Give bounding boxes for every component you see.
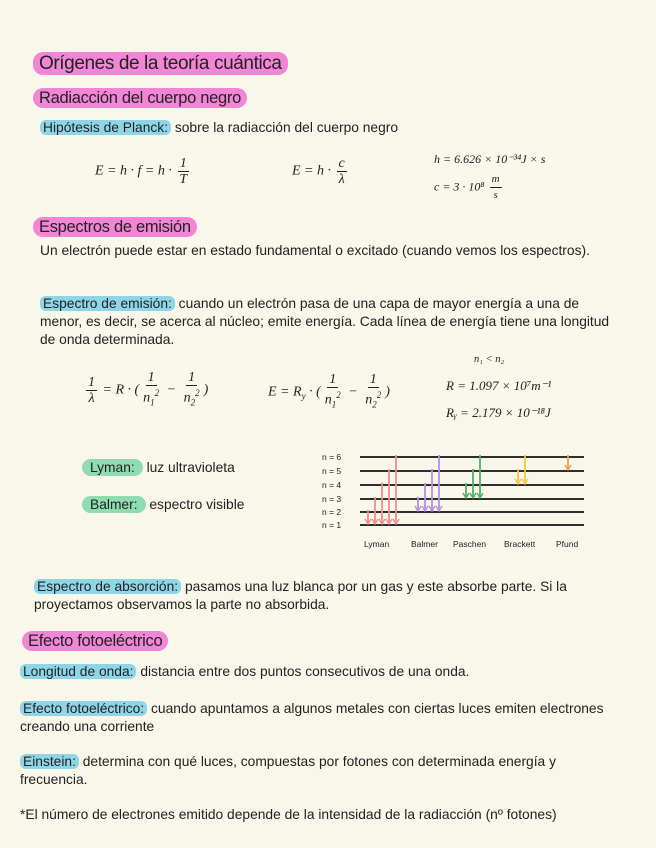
- section-heading-spectra: Espectros de emisión: [33, 218, 197, 237]
- series-label-lyman: Lyman: [364, 539, 390, 549]
- series-label-brackett: Brackett: [504, 539, 536, 549]
- spectra-intro: Un electrón puede estar en estado fundamental o excitado (cuando vemos los espectros).: [40, 243, 590, 258]
- constant-ry: Rᵧ = 2.179 × 10⁻¹⁸J: [446, 405, 551, 420]
- balmer-term: Balmer:: [82, 496, 146, 513]
- photoelectric-paragraph: Efecto fotoeléctrico: cuando apuntamos a algunos metales con ciertas luces emiten electrones creando una corriente: [20, 701, 604, 734]
- photon-note: *El número de electrones emitido depende de la intensidad de la radiacción (nº fotones): [20, 807, 557, 822]
- constant-r: R = 1.097 × 10⁷m⁻¹: [446, 378, 552, 393]
- lyman-note: Lyman: luz ultravioleta: [82, 459, 235, 477]
- equation-planck-wavelength: E = h · $\frac{c}{\lambda}$: [292, 156, 345, 187]
- equation-rydberg-ry: $E = R_y$ · ( $\frac{1}{n_1^2}$ − $\frac{1}{n_2^2}$ ): [268, 372, 390, 410]
- planck-term: Hipótesis de Planck:: [40, 120, 171, 135]
- constant-h: h = 6.626 × 10⁻³⁴J × s: [434, 152, 546, 166]
- energy-level-label: n = 6: [322, 452, 342, 462]
- page-title: Orígenes de la teoría cuántica: [33, 53, 288, 75]
- equation-rydberg-r: $\frac{1}{\lambda}$ = R · ( $\frac{1}{n_1^2}$ − $\frac{1}{n_2^2}$ ): [88, 370, 209, 408]
- energy-level-diagram: [310, 445, 600, 555]
- photoelectric-term: Efecto fotoeléctrico:: [20, 701, 147, 716]
- series-label-pfund: Pfund: [556, 539, 579, 549]
- series-label-paschen: Paschen: [453, 539, 487, 549]
- energy-level-label: n = 2: [322, 507, 342, 517]
- emission-term: Espectro de emisión:: [40, 296, 175, 311]
- emission-text: cuando un electrón pasa de una capa de mayor energía a una de menor, es decir, se acerca al núcleo; emite energía. Cada línea de energía tiene una longitud de onda determinada.: [40, 296, 610, 347]
- planck-paragraph: [40, 119, 640, 137]
- wavelength-paragraph: Longitud de onda: distancia entre dos puntos consecutivos de una onda.: [20, 663, 630, 681]
- section-heading-blackbody: Radiacción del cuerpo negro: [33, 89, 247, 108]
- einstein-term: Einstein:: [20, 754, 79, 769]
- balmer-note: Balmer: espectro visible: [82, 496, 244, 514]
- energy-level-label: n = 5: [322, 466, 342, 476]
- einstein-paragraph: Einstein: determina con qué luces, compuestas por fotones con determinada energía y frecuencia.: [20, 754, 556, 787]
- energy-level-label: n = 3: [322, 494, 342, 504]
- planck-text: sobre la radiacción del cuerpo negro: [171, 120, 399, 135]
- energy-level-label: n = 1: [322, 520, 342, 530]
- emission-paragraph: [40, 295, 610, 349]
- energy-level-label: n = 4: [322, 480, 342, 490]
- section-heading-photoelectric: Efecto fotoeléctrico: [22, 632, 168, 651]
- series-label-balmer: Balmer: [411, 539, 438, 549]
- wavelength-term: Longitud de onda:: [20, 664, 136, 679]
- equation-planck-frequency: E = h · f = h · $\frac{1}{T}$: [95, 156, 188, 187]
- constant-c: c = 3 · 10⁸ $\frac{m}{s}$: [434, 173, 500, 201]
- absorption-term: Espectro de absorción:: [34, 579, 181, 594]
- lyman-term: Lyman:: [82, 459, 143, 476]
- absorption-paragraph: Espectro de absorción: pasamos una luz blanca por un gas y este absorbe parte. Si la proyectamos observamos la parte no absorbida.: [34, 579, 567, 612]
- condition-n1-n2: n₁ < n₂: [474, 354, 505, 365]
